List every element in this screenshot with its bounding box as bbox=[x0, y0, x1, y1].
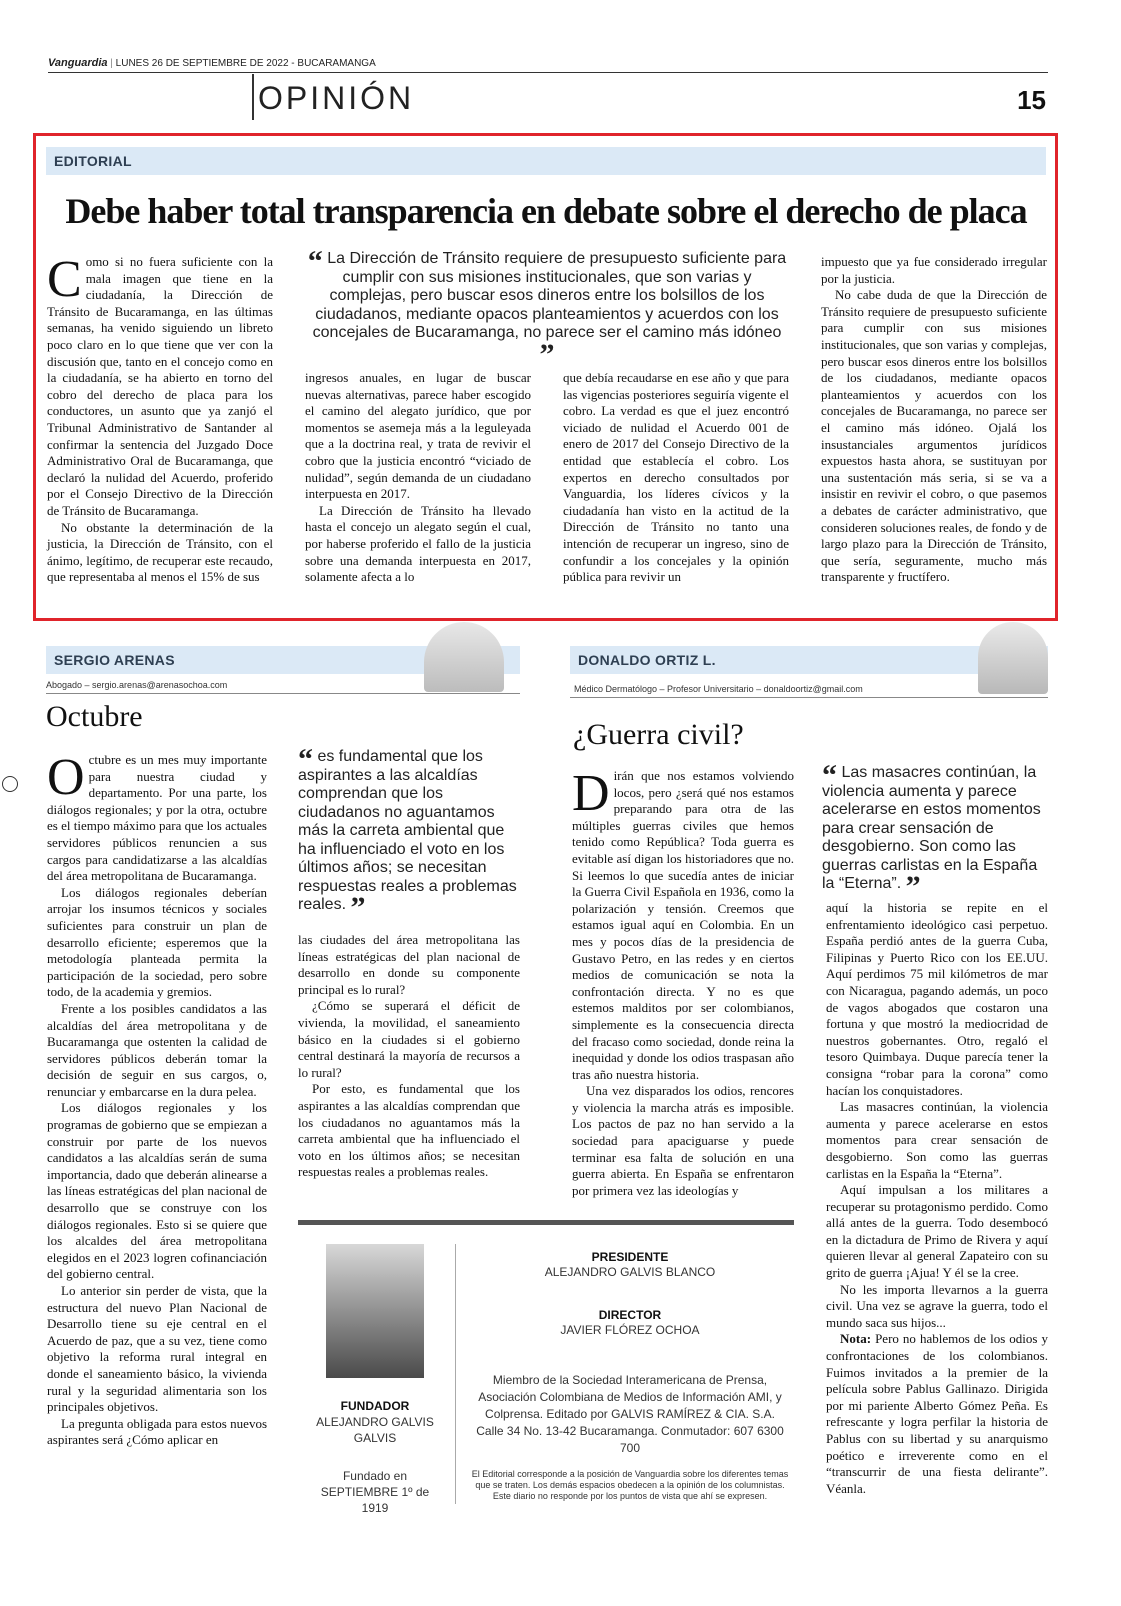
column-paragraph: Los diálogos regionales y los programas de gobierno que se empiezan a construir por parte de los nuevos candidatos a las alcaldías serán de suma importancia, dado que deberán alinearse a las líneas estratégicas del plan nacional de desarrollo que se construye con los diálogos regionales. Esto si se quiere que los alcaldes del área metropolitana elegidos en el 2023 logren cofinanciación del gobierno central. bbox=[47, 1100, 267, 1282]
editorial-paragraph: que debía recaudarse en ese año y que para las vigencias posteriores seguiría vigente el cobro. La verdad es que el juez encontró viciado de nulidad el Acuerdo 001 de enero de 2017 del Consejo Directivo de la entidad que establecía el cobro. Los expertos en derecho consultados por Vanguardia, los líderes cívicos y la ciudadanía han visto en la actitud de la Dirección de Tránsito no tanto una intención de recuperar un ingreso, sino de confundir a los concejales y la opinión pública para revivir un bbox=[563, 370, 789, 585]
right-col-2 bbox=[826, 900, 1048, 1497]
date-text: LUNES 26 DE SEPTIEMBRE DE 2022 - BUCARAMANGA bbox=[115, 58, 376, 69]
editorial-paragraph: La Dirección de Tránsito ha llevado hasta el concejo un alegato según el cual, por haberse proferido el fallo de la justicia sobre una demanda interpuesta en 2017, solamente afecta a lo bbox=[305, 502, 531, 585]
editorial-paragraph: No obstante la determinación de la justicia, la Dirección de Tránsito, con el ánimo, legítimo, de recuperar este recaudo, que representaba al menos el 15% de sus bbox=[47, 519, 273, 585]
staff-block bbox=[470, 1250, 790, 1502]
column-paragraph: Los diálogos regionales deberían arrojar los insumos técnicos y sociales suficientes para construir un plan de desarrollo eficiente; esperemos que la metodología planteada permita la participación de la sociedad, pero sobre todo, de la academia y gremios. bbox=[47, 884, 267, 1000]
editorial-headline: Debe haber total transparencia en debate sobre el derecho de placa bbox=[65, 191, 1027, 231]
masthead-rule bbox=[298, 1220, 794, 1225]
director-label: DIRECTOR bbox=[598, 1308, 662, 1322]
pullquote-text: La Dirección de Tránsito requiere de presupuesto suficiente para cumplir con sus misiones institucionales, que son varias y complejas, pero buscar esos dineros entre los bolsillos de los ciudadanos, mediante opacos planteamientos y acuerdos con los concejales de Bucaramanga, no parece ser el camino más idóneo bbox=[312, 250, 787, 341]
author-photo bbox=[978, 622, 1048, 694]
column-paragraph: Una vez disparados los odios, rencores y violencia la marcha atrás es imposible. Los pactos de paz no han servido a la sociedad para apaciguarse y puede terminar esa falta de solución en una guerra abierta. En España se enfrentaron por primera vez las ideologías y bbox=[572, 1083, 794, 1198]
column-title: ¿Guerra civil? bbox=[573, 718, 744, 751]
note-text: Pero no hablemos de los odios y confrontaciones de los colombianos. Fuimos invitados a la premier de la película sobre Pablus Gallinazo. Dirigida por mi pariente Alberto Gómez Peña. Es refrescante y logra perfilar la historia de Pablus con su libertad y su anarquismo poético e irreverente como en el “transcurrir de una fiesta delirante”. Véanla. bbox=[826, 1331, 1049, 1496]
column-paragraph: las ciudades del área metropolitana las líneas estratégicas del plan nacional de desarrollo en donde su componente principal es lo rural? bbox=[298, 932, 520, 997]
founder-name: ALEJANDRO GALVIS GALVIS bbox=[316, 1415, 434, 1445]
editorial-paragraph: omo si no fuera suficiente con la mala imagen que tiene en la ciudadanía, la Dirección de Tránsito de Bucaramanga, en las últimas semanas, ha venido siguiendo un libreto poco claro en lo que tiene que ver con la discusión que, tanto en el concejo como en la ciudadanía, se ha abierto en torno del cobro del derecho de placa para los conductores, un asunto que ya zanjó el Tribunal Administrativo de Santander al confirmar la sentencia del Juzgado Doce Administrativo Oral de Bucaramanga, que declaró la nulidad del Acuerdo, proferido por el Consejo Directivo de la Dirección de Tránsito de Bucaramanga. bbox=[47, 254, 273, 518]
open-quote-icon: “ bbox=[298, 743, 313, 776]
date-line: Vanguardia | LUNES 26 DE SEPTIEMBRE DE 2022 - BUCARAMANGA bbox=[48, 57, 376, 69]
masthead-divider bbox=[455, 1244, 456, 1504]
founded-date: Fundado en SEPTIEMBRE 1º de 1919 bbox=[320, 1469, 430, 1515]
dropcap: C bbox=[47, 251, 82, 308]
pullquote-text: Las masacres continúan, la violencia aumenta y parece acelerarse en estos momentos para crear sensación de desgobierno. Son como las guerras carlistas en la España la “Eterna”. bbox=[822, 764, 1041, 892]
column-paragraph: aquí la historia se repite en el enfrentamiento ideológico casi perpetuo. España perdió antes de la guerra Cuba, Filipinas y Puerto Rico con los EE.UU. Aquí perdimos 75 mil kilómetros de mar con Nicaragua, pagando además, un poco de vagos abogados que costaron una fortuna y que mostró la mediocridad de nuestros gobernantes. Otro, regaló el tesoro Quimbaya. Duque parecía tener la consigna “robar para la corona” como hacían los conquistadores. bbox=[826, 900, 1048, 1098]
editorial-paragraph: impuesto que ya fue considerado irregular por la justicia. bbox=[821, 254, 1047, 286]
close-quote-icon: ” bbox=[539, 337, 555, 371]
registration-mark-icon bbox=[2, 776, 18, 792]
director-name: JAVIER FLÓREZ OCHOA bbox=[560, 1323, 700, 1337]
editorial-col-1 bbox=[47, 251, 273, 586]
dropcap: D bbox=[572, 765, 610, 822]
column-title: Octubre bbox=[46, 700, 143, 733]
author-byline: Médico Dermatólogo – Profesor Universitario – donaldoortiz@gmail.com bbox=[574, 684, 863, 694]
founder-label: FUNDADOR bbox=[340, 1399, 410, 1413]
column-paragraph: ¿Cómo se superará el déficit de vivienda, la movilidad, el saneamiento básico en la ciudades si el gobierno central destinará la mayoría de recursos a lo rural? bbox=[298, 998, 520, 1080]
column-paragraph: No les importa llevarnos a la guerra civil. Una vez se agrave la guerra, todo el mundo saca sus hijos... bbox=[826, 1281, 1048, 1330]
note-label: Nota: bbox=[840, 1331, 872, 1347]
right-col-1 bbox=[572, 765, 794, 1199]
header-rule bbox=[48, 72, 1048, 73]
editorial-bar bbox=[46, 147, 1046, 175]
byline-rule bbox=[570, 697, 1048, 698]
left-pullquote bbox=[298, 743, 520, 924]
right-pullquote bbox=[822, 759, 1048, 903]
pullquote-text: es fundamental que los aspirantes a las alcaldías comprendan que los ciudadanos no aguantamos más la carreta ambiental que ha influenciado el voto en los últimos años; se necesitan respuestas reales a problemas reales. bbox=[298, 748, 517, 913]
president-label: PRESIDENTE bbox=[591, 1250, 669, 1264]
editorial-label: EDITORIAL bbox=[54, 153, 132, 169]
author-bar-right bbox=[570, 646, 1048, 674]
founder-block bbox=[310, 1398, 440, 1516]
editorial-paragraph: No cabe duda de que la Dirección de Tránsito requiere de presupuesto suficiente para cumplir con sus misiones institucionales, que son varias y complejas, pero buscar esos dineros entre los bolsillos de los ciudadanos, mediante opacos planteamientos y acuerdos con los concejales de Bucaramanga, no parece ser el camino más idóneo. Ojalá los insustanciales argumentos jurídicos expuestos hasta ahora, se sustituyan por una sustentación más seria, si se va a insistir en revivir el cobro, o que pasemos a debates de carácter administrativo, que consideren soluciones reales, de fondo y de largo plazo para la Dirección de Tránsito, que sería, seguramente, mucho más transparente y fructífero. bbox=[821, 287, 1047, 585]
section-divider bbox=[252, 74, 254, 120]
column-paragraph: ctubre es un mes muy importante para nuestra ciudad y departamento. Por una parte, los diálogos regionales; y por la otra, octubre es el tiempo máximo para que los actuales servidores públicos renuncien a sus cargos para candidatizarse a las alcaldías del área metropolitana de Bucaramanga. bbox=[47, 752, 267, 884]
column-paragraph: La pregunta obligada para estos nuevos aspirantes será ¿Cómo aplicar en bbox=[47, 1415, 267, 1448]
column-paragraph: Lo anterior sin perder de vista, que la estructura del nuevo Plan Nacional de Desarrollo tiene su eje central en el Acuerdo de paz, que a su vez, tiene como objetivo la reforma rural integral en donde el saneamiento básico, la vivienda rural y la seguridad alimentaria son los principales objetivos. bbox=[47, 1283, 267, 1415]
author-name: SERGIO ARENAS bbox=[54, 652, 175, 668]
members-text: Miembro de la Sociedad Interamericana de Prensa, Asociación Colombiana de Medios de Información AMI, y Colprensa. Editado por GALVIS RAMÍREZ & CIA. S.A. Calle 34 No. 13-42 Bucaramanga. Conmutador: 607 6300 700 bbox=[476, 1373, 784, 1455]
left-col-1 bbox=[47, 749, 267, 1449]
author-photo bbox=[424, 622, 504, 692]
dropcap: O bbox=[47, 749, 85, 806]
column-paragraph: Por esto, es fundamental que los aspirantes a las alcaldías comprendan que los ciudadanos no aguantamos más la carreta ambiental que ha influenciado el voto en los últimos años; se necesitan respuestas reales a problemas reales. bbox=[298, 1081, 520, 1180]
page-number: 15 bbox=[1017, 85, 1046, 115]
column-paragraph: Frente a los posibles candidatos a las alcaldías del área metropolitana y de Bucaramanga que ostenten la calidad de servidores públicos deberán tomar la decisión de seguir en sus cargos, o, renunciar y embarcarse en la dura pelea. bbox=[47, 1000, 267, 1099]
brand-logo: Vanguardia bbox=[48, 57, 108, 69]
open-quote-icon: “ bbox=[307, 245, 323, 278]
editorial-pullquote bbox=[305, 245, 789, 371]
editorial-col-2 bbox=[305, 370, 531, 586]
editorial-col-3 bbox=[563, 370, 789, 586]
byline-rule bbox=[46, 693, 520, 694]
column-paragraph: Las masacres continúan, la violencia aumenta y parece acelerarse en estos momentos para crear sensación de desgobierno. Son como las guerras carlistas en la España la “Eterna”. bbox=[826, 1099, 1048, 1181]
editorial-col-4 bbox=[821, 254, 1047, 586]
disclaimer-text: El Editorial corresponde a la posición de Vanguardia sobre los diferentes temas que se traten. Los demás espacios obedecen a la opinión de los columnistas. Este diario no responde por los puntos de vista que ahí se expresen. bbox=[471, 1469, 789, 1501]
left-col-2 bbox=[298, 932, 520, 1181]
founder-photo bbox=[326, 1244, 424, 1378]
president-name: ALEJANDRO GALVIS BLANCO bbox=[544, 1265, 716, 1279]
section-title: OPINIÓN bbox=[258, 80, 415, 116]
editorial-paragraph: ingresos anuales, en lugar de buscar nuevas alternativas, parece haber escogido el camino del alegato jurídico, que por momentos se asemeja más a la leguleyada que a la doctrina real, y trata de revivir el cobro que la justicia encontró “viciado de nulidad”, según demanda de un ciudadano interpuesta en 2017. bbox=[305, 370, 531, 502]
close-quote-icon: ” bbox=[350, 891, 366, 924]
close-quote-icon: ” bbox=[905, 870, 921, 903]
column-paragraph: irán que nos estamos volviendo locos, pero ¿será qué nos estamos preparando para otra de las múltiples guerras civiles que hemos tenido como República? Toda guerra es evitable así digan los historiadores que no. Si leemos lo que sucedía antes de iniciar la Guerra Civil Española en 1936, como la polarización y tensión. Creemos que estamos igual aquí en Colombia. En un mes y pocos días de la presidencia de Gustavo Petro, en las redes y en ciertos medios de comunicación se nota la confrontación directa. Y no es que estemos malditos por ser colombianos, simplemente es la consecuencia directa del fracaso como sociedad, donde reina la inequidad y donde los odios traspasan año tras año nuestra historia. bbox=[572, 768, 794, 1082]
column-paragraph: Aquí impulsan a los militares a recuperar su protagonismo perdido. Como allá antes de la guerra. Todo desembocó en la dictadura de Primo de Rivera y aquí quieren llevar al general Zapateiro con su grito de guerra ¡Ajua! Y él se la cree. bbox=[826, 1182, 1048, 1281]
author-byline: Abogado – sergio.arenas@arenasochoa.com bbox=[46, 680, 228, 690]
author-name: DONALDO ORTIZ L. bbox=[578, 652, 716, 668]
open-quote-icon: “ bbox=[822, 759, 837, 792]
